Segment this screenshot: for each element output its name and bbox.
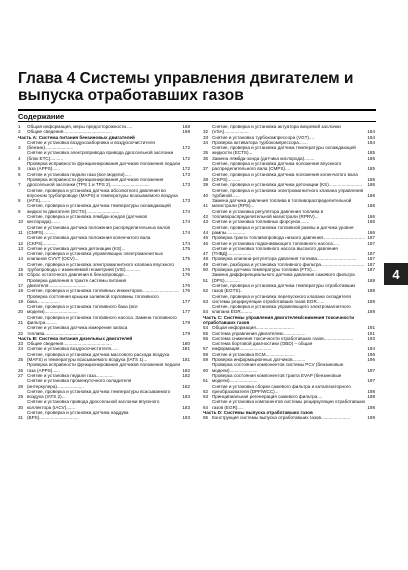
toc-entry-number: 57 [203, 346, 209, 352]
toc-entry-title: Снятие, проверка и установка датчика детонации (KS).......................... [212, 182, 362, 188]
toc-entry-number: 54 [203, 309, 209, 315]
toc-entry-number: 13 [18, 245, 24, 251]
toc-entry-title: Снятие, проверка и установка электромагнитного клапана впускного трубопровода с изменяемой геометрией (VIS)............ [27, 261, 174, 273]
toc-entry-page: 186 [367, 203, 375, 209]
toc-entry-title: Общая информация, меры предосторожности..... [27, 124, 133, 129]
toc-entry-page: 185 [367, 155, 375, 161]
toc-entry [203, 172, 375, 183]
toc-entry-title: Проверка состояния компонентов тракта EVAP (бензиновые модели)...................... [212, 372, 342, 384]
toc-entry-title: Снятие, проверка и установка датчика температуры охлаждающей жидкости (ECTS)... [212, 145, 356, 156]
toc-entry-number: 10 [18, 219, 24, 225]
toc-entry-number: 63 [203, 394, 209, 400]
toc-entry-title: Проверка активатора турбокомпрессора....... [212, 139, 308, 145]
toc-entry-title: Проверка исправности функционирования датчиков положения педали газа (APPS)...... [27, 161, 181, 172]
toc-entry-title: Проверка клапана-регулятора давления топлива............................... [212, 256, 357, 262]
toc-entry-page: 180 [182, 341, 190, 347]
toc-entry-number: 5 [18, 166, 21, 172]
toc-entry-number: 29 [18, 394, 24, 400]
toc-entry-page: 172 [182, 166, 190, 172]
toc-entry [203, 362, 375, 373]
toc-entry-page: 183 [182, 404, 190, 410]
toc-entry-number: 40 [203, 192, 209, 198]
toc-entry-number: 11 [18, 229, 23, 235]
toc-entry-title: Замена датчика давления топлива в топливораспределительной магистрали (RPS)... [212, 198, 352, 209]
toc-entry [18, 352, 190, 363]
toc-entry-number: 38 [203, 176, 209, 182]
toc-entry [203, 272, 375, 283]
toc-entry-page: 187 [367, 235, 375, 241]
toc-entry-number: 55 [203, 330, 209, 336]
toc-entry-title: Снятие и установка турбокомпрессора (VGT).... [212, 134, 315, 140]
toc-entry-page: 174 [182, 219, 190, 225]
toc-entry [18, 214, 190, 225]
toc-entry-page: 189 [367, 309, 375, 315]
toc-entry-page: 188 [367, 277, 375, 283]
toc-entry-number: 65 [203, 415, 209, 421]
toc-entry-page: 186 [367, 219, 375, 225]
toc-entry-title: Снятие и установка компонентов системы рециркуляции отработавших газов (EGR)..... [212, 399, 366, 410]
toc-entry-number: 22 [18, 330, 24, 336]
toc-right-column [203, 124, 375, 421]
toc-entry [18, 410, 190, 421]
toc-entry-number: 60 [203, 367, 209, 373]
toc-part-heading: Часть С: Системы управления двигателем/снижения токсичности отработавших газов [203, 314, 355, 325]
toc-entry-title: Снятие, проверка и установка управляющего электромагнитного клапана EGR......... [212, 304, 351, 315]
toc-entry-page: 198 [367, 404, 375, 410]
toc-entry-title: Снятие, проверка и установка топливного насоса. Замена топливного фильтра......... [27, 314, 177, 325]
toc-entry [18, 188, 190, 204]
toc-entry-number: 1 [18, 124, 21, 129]
toc-entry-number: 51 [203, 277, 209, 283]
toc-entry-title: Снятие и установка датчика измерения запаса топлива............................... [27, 325, 128, 336]
toc-entry-title: Снятие, проверка и установка датчика температуры охлаждающей жидкости двигателя (ECTS).......................... [27, 203, 171, 214]
toc-entry-number: 52 [203, 288, 209, 294]
toc-entry [18, 251, 190, 262]
toc-entry-number: 27 [18, 372, 24, 378]
toc-entry [18, 225, 190, 236]
toc-entry-title: Снятие, проверка и установка электромагнитного клапана управления турбиной...... [212, 187, 364, 198]
toc-entry-title: Снятие и установка ECM....................... [212, 351, 295, 357]
toc-entry-page: 177 [182, 309, 190, 315]
toc-entry-page: 197 [367, 378, 375, 384]
toc-entry-page: 172 [182, 145, 190, 151]
toc-entry-number: 47 [203, 251, 209, 257]
toc-entry-page: 189 [367, 298, 375, 304]
toc-entry [203, 161, 375, 172]
toc-entry-title: Общие сведения...................................... [27, 129, 112, 135]
toc-entry-title: Снятие и установка педали газа.............. [27, 372, 114, 378]
toc-entry [18, 235, 190, 246]
toc-entry [203, 341, 375, 352]
toc-entry-page: 199 [367, 415, 375, 421]
toc-entry-page: 174 [182, 229, 190, 235]
chapter-title: Глава 4 Системы управления двигателем и выпуска отработавших газов [18, 70, 354, 104]
toc-entry-title: Система снижения токсичности отработавших газов....................... [212, 335, 354, 341]
toc-entry-title: Снятие, проверка и установка перепускного клапана охладителя системы рециркуляции отработавших газов EGR...... [212, 293, 351, 304]
toc-entry-page: 187 [367, 251, 375, 257]
toc-entry-number: 62 [203, 388, 209, 394]
toc-entry-page: 182 [182, 383, 190, 389]
toc-entry-number: 48 [203, 256, 209, 262]
toc-entry-page: 198 [367, 388, 375, 394]
toc-entry-title: Снятие и установка педали газа (все модели)..... [27, 171, 131, 177]
toc-entry-number: 7 [18, 182, 21, 188]
toc-entry-page: 177 [182, 298, 190, 304]
toc-entry [18, 362, 190, 373]
toc-entry-page: 176 [182, 272, 190, 278]
toc-entry [203, 145, 375, 156]
toc-entry [18, 203, 190, 214]
toc-entry-title: Снятие, проверка и установка датчика температуры отработавших газов (EGTS).. [212, 282, 356, 294]
toc-entry-title: Снятие, проверка и установка датчика положения впускного распределительного вала (CMPS).... [212, 161, 342, 172]
toc-entry-page: 181 [182, 346, 190, 352]
toc-entry [203, 384, 375, 395]
toc-entry-number: 36 [203, 155, 209, 161]
toc-entry [203, 415, 375, 420]
title-divider [18, 109, 376, 111]
toc-entry-page: 173 [182, 198, 190, 204]
toc-entry-number: 24 [18, 346, 24, 352]
toc-entry-number: 19 [18, 298, 24, 304]
toc-entry-page: 187 [367, 261, 375, 267]
toc-entry-title: Общая информация.............................. [212, 325, 294, 331]
toc-entry-page: 172 [182, 155, 190, 161]
toc-entry [18, 304, 190, 315]
toc-entry-page: 191 [367, 325, 375, 331]
toc-entry-number: 53 [203, 298, 209, 304]
toc-entry-title: Снятие и установка датчика положения распределительных валов (CMPS)......... [27, 224, 170, 235]
toc-entry [18, 129, 190, 134]
toc-entry [203, 246, 375, 257]
toc-entry-title: Общие сведения...................................... [27, 341, 112, 347]
toc-entry-title: Снятие и установка датчика положения коленчатого вала (CKPS)........... [27, 235, 151, 246]
toc-entry-page: 179 [182, 330, 190, 336]
toc-entry-page: 184 [367, 139, 375, 145]
toc-entry-page: 185 [367, 166, 375, 172]
toc-entry-page: 186 [367, 229, 375, 235]
toc-entry-title: Снятие, проверка и установка топливных инжекторов............................. [27, 288, 179, 294]
toc-entry-title: Снятие и установка электропривода привода дроссельной заслонки (блок ETC).......... [27, 150, 174, 161]
toc-entry-title: Снятие, проверка и установка датчика положения коленчатого вала (CKPS).......... [212, 171, 358, 182]
toc-entry-page: 182 [182, 367, 190, 373]
toc-entry-title: Снятие, проверка и установка датчика абсолютного давления во впускном трубопроводе (MAPS) и температуры всасываемого воздуха (IATS)........ [27, 187, 178, 204]
toc-entry-page: 187 [367, 240, 375, 246]
toc-entry-number: 56 [203, 335, 209, 341]
toc-entry-page: 174 [182, 208, 190, 214]
toc-entry-number: 41 [203, 203, 209, 209]
toc-entry-page: 182 [182, 372, 190, 378]
toc-entry-page: 188 [367, 288, 375, 294]
toc-entry-number: 31 [18, 415, 24, 421]
toc-entry [203, 124, 375, 135]
toc-entry-title: Снятие, проверка и установка датчика массового расхода воздуха (MAFS) и температуры всасываемого воздуха (IATS 1)... [27, 351, 170, 363]
toc-entry-number: 12 [18, 240, 24, 246]
toc-entry-title: Снятие, проверка и установка актуатора вихревой заслонки (VSA)................... [212, 124, 341, 135]
toc-entry [18, 140, 190, 151]
toc-entry-page: 194 [367, 346, 375, 352]
toc-entry-page: 175 [182, 245, 190, 251]
toc-entry-title: Проверка состояния компонентов системы PCV (бензиновые модели)...................... [212, 362, 344, 373]
toc-entry [18, 399, 190, 410]
toc-entry-title: Снятие, проверка и установка лямбда-зондов (датчиков кислорода)....... [27, 214, 147, 225]
chapter-tab: 4 [384, 263, 408, 285]
toc-entry-title: Снятие, проверка и установка топливной рампы и датчика уровня рампы............... [212, 224, 354, 235]
toc-entry-number: 4 [18, 155, 21, 161]
toc-entry [203, 283, 375, 294]
toc-entry-page: 197 [367, 367, 375, 373]
toc-entry-number: 2 [18, 129, 21, 135]
toc-entry-page: 191 [367, 330, 375, 336]
toc-entry-page: 184 [367, 129, 375, 135]
toc-entry-page: 198 [367, 394, 375, 400]
toc-entry-page: 175 [182, 256, 190, 262]
toc-entry-title: Проверка тракта топливопровода низкого давления................................. [212, 235, 365, 241]
toc-entry-title: Замена лямбда-зонда (датчика кислорода)........ [212, 155, 315, 161]
toc-entry [18, 294, 190, 305]
toc-entry-number: 35 [203, 150, 209, 156]
toc-entry-page: 176 [182, 288, 190, 294]
toc-entry-title: Принципиальная регенерация сажевого фильтра.... [212, 394, 323, 400]
toc-entry-title: Снятие и установка сборки сажевого фильтра и катализаторного преобразователя (DPF/WCC)... [212, 383, 351, 394]
toc-entry-number: 16 [18, 272, 24, 278]
toc-entry-page: 173 [182, 182, 190, 188]
toc-entry-number: 20 [18, 309, 24, 315]
toc-entry-title: Снятие и установка привода дроссельной заслонки впускного коллектора (IACV)....... [27, 399, 160, 410]
toc-entry-page: 186 [367, 182, 375, 188]
toc-part-heading: Часть А: Система питания бензиновых двигателей [18, 134, 135, 140]
toc-entry [203, 198, 375, 209]
toc-entry-number: 17 [18, 282, 24, 288]
toc-entry-number: 33 [203, 134, 209, 140]
toc-part-heading: Часть D: Системы выпуска отработавших газов [203, 410, 313, 416]
toc-entry-page: 176 [182, 282, 190, 288]
toc-entry-title: Снятие, проверка и установка датчика наддува (BPS)............................... [27, 410, 129, 421]
toc-entry-title: Система бортовой диагностики (OBD) – общая информация......................... [212, 341, 313, 352]
toc-entry-number: 64 [203, 404, 209, 410]
toc-entry [18, 161, 190, 172]
toc-entry-number: 37 [203, 166, 209, 172]
toc-entry-page: 196 [367, 357, 375, 363]
toc-entry-number: 34 [203, 139, 209, 145]
toc-entry [203, 399, 375, 410]
toc-entry-title: Снятие и установка топливного насоса высокого давления (ТНВД)................... [212, 245, 338, 257]
toc-entry-number: 44 [203, 229, 209, 235]
toc-entry-number: 25 [18, 357, 24, 363]
toc-entry-page: 174 [182, 240, 190, 246]
toc-entry-number: 9 [18, 208, 21, 214]
toc-entry-page: 183 [182, 394, 190, 400]
toc-entry-title: Система управления двигателем.................. [212, 330, 306, 336]
toc-entry-title: Снятие, проверка и установка управляющих электромагнитных клапанов CVVT (OCV)... [27, 251, 163, 262]
toc-entry-title: Снятие и установка регулятора давления топлива в топливораспределительной магистрали (RPRV)... [212, 208, 324, 220]
toc-entry-page: 169 [182, 129, 190, 135]
toc-entry-page: 196 [367, 351, 375, 357]
toc-entry-title: Снятие, проверка и установка датчика температуры всасываемого воздуха (IATS 2)... [27, 388, 171, 400]
toc-entry-title: Проверка исправности функционирования датчиков положения дроссельной заслонки (TPS 1 и TPS 2)............................... [27, 176, 164, 188]
toc-entry [203, 373, 375, 384]
toc-entry-title: Снятие и установка датчика детонации (KS)... [27, 245, 126, 251]
toc-part-heading: Часть В: Система питания дизельных двигателей [18, 335, 133, 341]
toc-entry-number: 15 [18, 267, 24, 273]
toc-entry [203, 304, 375, 315]
toc-entry-title: Конструкция системы выпуска отработавших газов....................... [212, 415, 351, 421]
toc-entry-number: 30 [18, 404, 24, 410]
toc-entry-title: Снятие и установка воздухозаборника и воздухоочистителя (бензин)...................... [27, 139, 155, 151]
toc-entry-page: 185 [367, 176, 375, 182]
toc-entry [18, 315, 190, 326]
toc-entry-page: 176 [182, 267, 190, 273]
toc-entry-page: 186 [367, 214, 375, 220]
toc-entry [18, 262, 190, 273]
toc-entry-number: 61 [203, 378, 209, 384]
toc-entry-title: Сброс остаточного давления в бензопроводе.... [27, 272, 129, 278]
toc-entry [203, 209, 375, 220]
toc-entry-title: Снятие и установка промежуточного охладителя (интеркулера)..................... [27, 378, 132, 389]
toc-entry-page: 186 [367, 192, 375, 198]
toc-entry [18, 325, 190, 336]
toc-entry-number: 58 [203, 351, 209, 357]
toc-entry-title: Проверка информационных датчиков.......... [212, 357, 306, 363]
toc-entry-page: 181 [182, 357, 190, 363]
toc-entry-title: Снятие, проверка и установка топливного бака (все модели).......................... [27, 304, 138, 315]
toc-entry-number: 14 [18, 256, 24, 262]
toc-entry-number: 18 [18, 288, 24, 294]
toc-entry [203, 225, 375, 236]
toc-entry-page: 185 [367, 150, 375, 156]
toc-left-column [18, 124, 190, 421]
toc-entry [18, 378, 190, 389]
toc-entry-title: Замена дифференциального датчика давления сажевого фильтра (DPS)............ [212, 272, 355, 283]
toc-entry-number: 46 [203, 240, 209, 246]
toc-entry-page: 183 [182, 415, 190, 421]
toc-entry-number: 21 [18, 319, 24, 325]
toc-entry [18, 389, 190, 400]
toc-entry-number: 50 [203, 267, 209, 273]
toc-entry-page: 187 [367, 256, 375, 262]
toc-entry-page: 178 [182, 319, 190, 325]
toc-entry-number: 45 [203, 235, 209, 241]
toc-entry-page: 184 [367, 134, 375, 140]
toc-entry-number: 39 [203, 182, 209, 188]
toc-entry-page: 173 [182, 171, 190, 177]
toc-entry-title: Снятие и установка подкачивающего топливного насоса..... [212, 240, 340, 246]
toc-entry-title: Проверка исправности функционирования датчиков положения педали газа (APPS)...... [27, 362, 181, 373]
toc-entry [203, 294, 375, 305]
toc-entry-number: 49 [203, 261, 209, 267]
toc-entry [18, 177, 190, 188]
toc-entry [203, 188, 375, 199]
toc-entry [18, 150, 190, 161]
toc-entry-page: 168 [182, 124, 190, 129]
toc-entry-number: 6 [18, 171, 21, 177]
toc-entry-page: 193 [367, 335, 375, 341]
toc-entry-number: 8 [18, 198, 21, 204]
toc-entry-title: Снятие, разборка и установка топливного фильтра.................................. [212, 261, 365, 267]
toc-entry-title: Снятие и установка воздухоочистителя...... [27, 346, 119, 352]
toc-entry-number: 28 [18, 383, 24, 389]
toc-entry-title: Снятие и установка топливных форсунок....... [212, 219, 310, 225]
toc-entry-number: 54 [203, 325, 209, 331]
toc-entry-number: 59 [203, 357, 209, 363]
toc-entry-page: 187 [367, 267, 375, 273]
toc-entry-number: 3 [18, 145, 21, 151]
toc-entry-title: Проверка состояния крышки заливной горловины топливного бака.................. [27, 293, 159, 304]
toc-entry [18, 278, 190, 289]
toc-entry-title: Проверка датчика температуры топлива (FTS).... [212, 267, 317, 273]
toc-entry-number: 32 [203, 129, 209, 135]
toc-entry-number: 26 [18, 367, 24, 373]
toc-entry-number: 42 [203, 214, 209, 220]
contents-divider [18, 121, 376, 122]
toc-entry-number: 23 [18, 341, 24, 347]
toc-entry-number: 43 [203, 219, 209, 225]
toc-entry-title: Проверка давления в тракте системы питания двигателя.............................. [27, 277, 127, 288]
contents-heading: Содержание [18, 112, 65, 121]
